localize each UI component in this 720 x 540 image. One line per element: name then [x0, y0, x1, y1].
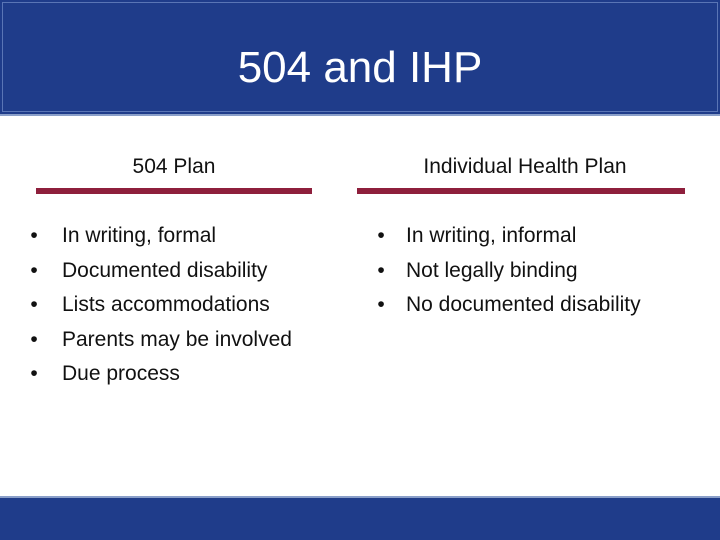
bullet-icon: •	[30, 362, 38, 385]
list-ihp	[371, 219, 641, 323]
bullet-icon: •	[30, 327, 38, 351]
list-item	[24, 219, 292, 254]
bullet-icon: •	[377, 224, 385, 247]
list-item	[24, 288, 292, 323]
list-504-plan	[24, 219, 292, 392]
list-item	[24, 254, 292, 289]
list-item	[24, 357, 292, 392]
bullet-icon: •	[377, 258, 385, 282]
slide-title: 504 and IHP	[237, 43, 483, 92]
bullet-icon: •	[30, 293, 38, 316]
list-item-text: No documented disability	[406, 293, 641, 316]
column-heading-ihp: Individual Health Plan	[423, 155, 627, 178]
list-item-text: In writing, informal	[406, 224, 577, 247]
bullet-icon: •	[30, 224, 38, 247]
list-item-text: Not legally binding	[406, 258, 578, 282]
list-item-text: Documented disability	[62, 258, 268, 282]
divider-right	[357, 188, 685, 194]
list-item	[371, 219, 641, 254]
list-item-text: In writing, formal	[62, 224, 217, 247]
list-item	[24, 323, 292, 358]
bullet-icon: •	[30, 258, 38, 282]
column-heading-504-plan: 504 Plan	[132, 155, 216, 178]
list-item-text: Due process	[62, 362, 180, 385]
list-item	[371, 288, 641, 323]
divider-left	[36, 188, 312, 194]
list-item-text: Lists accommodations	[62, 293, 270, 316]
bullet-icon: •	[377, 293, 385, 316]
list-item-text: Parents may be involved	[62, 327, 292, 351]
list-item	[371, 254, 641, 289]
footer-band	[0, 496, 720, 540]
